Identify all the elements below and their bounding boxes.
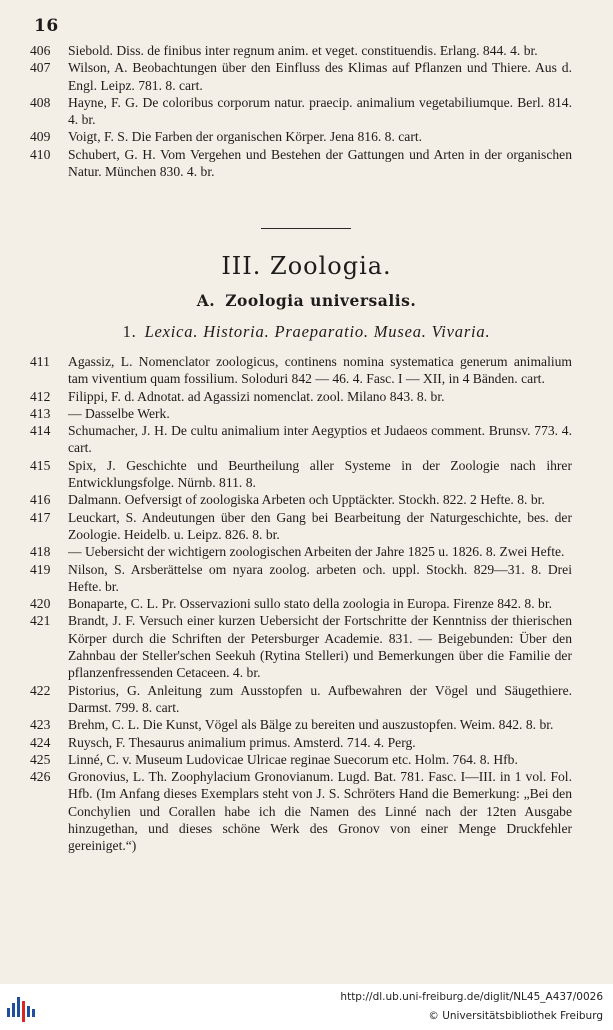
entry-text: Voigt, F. S. Die Farben der organischen Körper. Jena 816. 8. cart. — [68, 129, 423, 145]
entry-text: — Uebersicht der wichtigern zoologischen Arbeiten der Jahre 1825 u. 1826. 8. Zwei Hefte. — [68, 544, 565, 560]
entries-bottom — [0, 353, 613, 855]
entry-text: Bonaparte, C. L. Pr. Osservazioni sullo stato della zoologia in Europa. Firenze 842. 8. br. — [68, 596, 552, 612]
subsubsection-number: 1. — [122, 322, 137, 341]
library-logo-icon — [7, 994, 37, 1022]
subsection-name: Zoologia universalis. — [225, 291, 417, 310]
catalog-entry — [0, 457, 613, 492]
entry-number: 417 — [30, 509, 51, 525]
entry-text: Brandt, J. F. Versuch einer kurzen Uebersicht der Fortschritte der Kenntniss der thierischen Körper durch die Schriften der Petersburger Academie. 831. — Beigebunden: Über den Zahnbau der Steller'schen Seekuh (Rytina Stelleri) und Bemerkungen über die Familie der pflanzenfressenden Cetaceen. 4. br. — [68, 613, 572, 681]
catalog-entry — [0, 491, 613, 508]
entry-text: Leuckart, S. Andeutungen über den Gang bei Bearbeitung der Naturgeschichte, bes. der Zoologie. Heidelb. u. Leipz. 826. 8. br. — [68, 509, 572, 542]
entry-number: 416 — [30, 492, 51, 508]
entry-number: 426 — [30, 769, 51, 785]
entry-number: 423 — [30, 717, 51, 733]
catalog-entry — [0, 94, 613, 129]
entry-text: Agassiz, L. Nomenclator zoologicus, continens nomina systematica generum animalium tam viventium quam fossilium. Soloduri 842 — 46. 4. Fasc. I — XII, in 4 Bänden. cart. — [68, 354, 572, 387]
catalog-entry — [0, 128, 613, 145]
entry-number: 420 — [30, 596, 51, 612]
copyright-text: © Universitätsbibliothek Freiburg — [428, 1010, 603, 1022]
catalog-entry — [0, 388, 613, 405]
section-divider — [261, 228, 351, 229]
entry-text: Linné, C. v. Museum Ludovicae Ulricae reginae Suecorum etc. Holm. 764. 8. Hfb. — [68, 751, 518, 767]
entry-text: Ruysch, F. Thesaurus animalium primus. Amsterd. 714. 4. Perg. — [68, 734, 416, 750]
entry-number: 409 — [30, 129, 51, 145]
entry-text: Schubert, G. H. Vom Vergehen und Bestehen der Gattungen und Arten in der organischen Natur. München 830. 4. br. — [68, 146, 572, 180]
entry-text: Nilson, S. Arsberättelse om nyara zoolog. arbeten och. uppl. Stockh. 829—31. 8. Drei Hefte. br. — [68, 561, 572, 594]
subsubsection-title — [0, 322, 613, 342]
entry-text: — Dasselbe Werk. — [68, 405, 170, 421]
catalog-entry — [0, 612, 613, 681]
entry-number: 411 — [30, 354, 50, 369]
catalog-entry — [0, 561, 613, 596]
entry-text: Schumacher, J. H. De cultu animalium inter Aegyptios et Judaeos comment. Brunsv. 773. 4. cart. — [68, 423, 572, 456]
subsection-letter: A. — [196, 291, 216, 310]
entry-number: 414 — [30, 423, 51, 439]
source-url-link[interactable]: http://dl.ub.uni-freiburg.de/diglit/NL45_A437/0026 — [340, 991, 603, 1003]
page-number: 16 — [34, 16, 59, 36]
entry-number: 415 — [30, 457, 51, 473]
subsubsection-name: Lexica. Historia. Praeparatio. Musea. Vivaria. — [144, 322, 491, 341]
section-title: III. Zoologia. — [221, 252, 392, 280]
catalog-entry — [0, 353, 613, 388]
catalog-entry — [0, 422, 613, 457]
entry-number: 407 — [30, 60, 51, 76]
catalog-entry — [0, 595, 613, 612]
catalog-entry — [0, 59, 613, 94]
footer-bar — [0, 984, 613, 1030]
catalog-entry — [0, 768, 613, 854]
subsection-title — [0, 291, 613, 310]
entry-number: 419 — [30, 561, 51, 577]
catalog-entry — [0, 716, 613, 733]
catalog-entry — [0, 682, 613, 717]
entry-text: Hayne, F. G. De coloribus corporum natur. praecip. animalium vegetabiliumque. Berl. 814. 4. br. — [68, 94, 572, 128]
entry-number: 421 — [30, 613, 51, 629]
catalog-entry — [0, 751, 613, 768]
entry-text: Brehm, C. L. Die Kunst, Vögel als Bälge zu bereiten und auszustopfen. Weim. 842. 8. br. — [68, 717, 554, 733]
entry-text: Dalmann. Oefversigt of zoologiska Arbeten och Upptäckter. Stockh. 822. 2 Hefte. 8. br. — [68, 492, 545, 508]
entry-number: 406 — [30, 43, 51, 58]
entries-top — [0, 42, 613, 180]
entry-number: 424 — [30, 734, 51, 750]
entry-text: Filippi, F. d. Adnotat. ad Agassizi nomenclat. zool. Milano 843. 8. br. — [68, 388, 445, 404]
entry-number: 418 — [30, 544, 51, 560]
entry-number: 413 — [30, 405, 51, 421]
catalog-entry — [0, 734, 613, 751]
entry-text: Siebold. Diss. de finibus inter regnum anim. et veget. constituendis. Erlang. 844. 4. br. — [68, 43, 538, 58]
entry-text: Spix, J. Geschichte und Beurtheilung aller Systeme in der Zoologie nach ihrer Entwicklungsfolge. Nürnb. 811. 8. — [68, 457, 572, 491]
entry-text: Pistorius, G. Anleitung zum Ausstopfen u. Aufbewahren der Vögel und Säugethiere. Darmst. 799. 8. cart. — [68, 682, 572, 715]
entry-number: 410 — [30, 146, 51, 162]
entry-text: Wilson, A. Beobachtungen über den Einfluss des Klimas auf Pflanzen und Thiere. Aus d. Engl. Leipz. 781. 8. cart. — [68, 60, 572, 93]
entry-number: 408 — [30, 94, 51, 110]
entry-number: 425 — [30, 751, 51, 767]
entry-number: 422 — [30, 682, 51, 698]
catalog-entry — [0, 509, 613, 544]
entry-text: Gronovius, L. Th. Zoophylacium Gronovianum. Lugd. Bat. 781. Fasc. I—III. in 1 vol. Fol. Hfb. (Im Anfang dieses Exemplars steht von J. S. Schröters Hand die Bemerkung: „Bei den Conchylien und Corallen habe ich die Namen des Linné nach der 12ten Ausgabe hinzugethan, und dieses schöne Werk des Gronov von einer Menge Druckfehler gereiniget.“) — [68, 769, 572, 854]
entry-number: 412 — [30, 388, 51, 404]
catalog-entry — [0, 405, 613, 422]
catalog-entry — [0, 146, 613, 181]
catalog-entry — [0, 42, 613, 59]
catalog-entry — [0, 543, 613, 560]
